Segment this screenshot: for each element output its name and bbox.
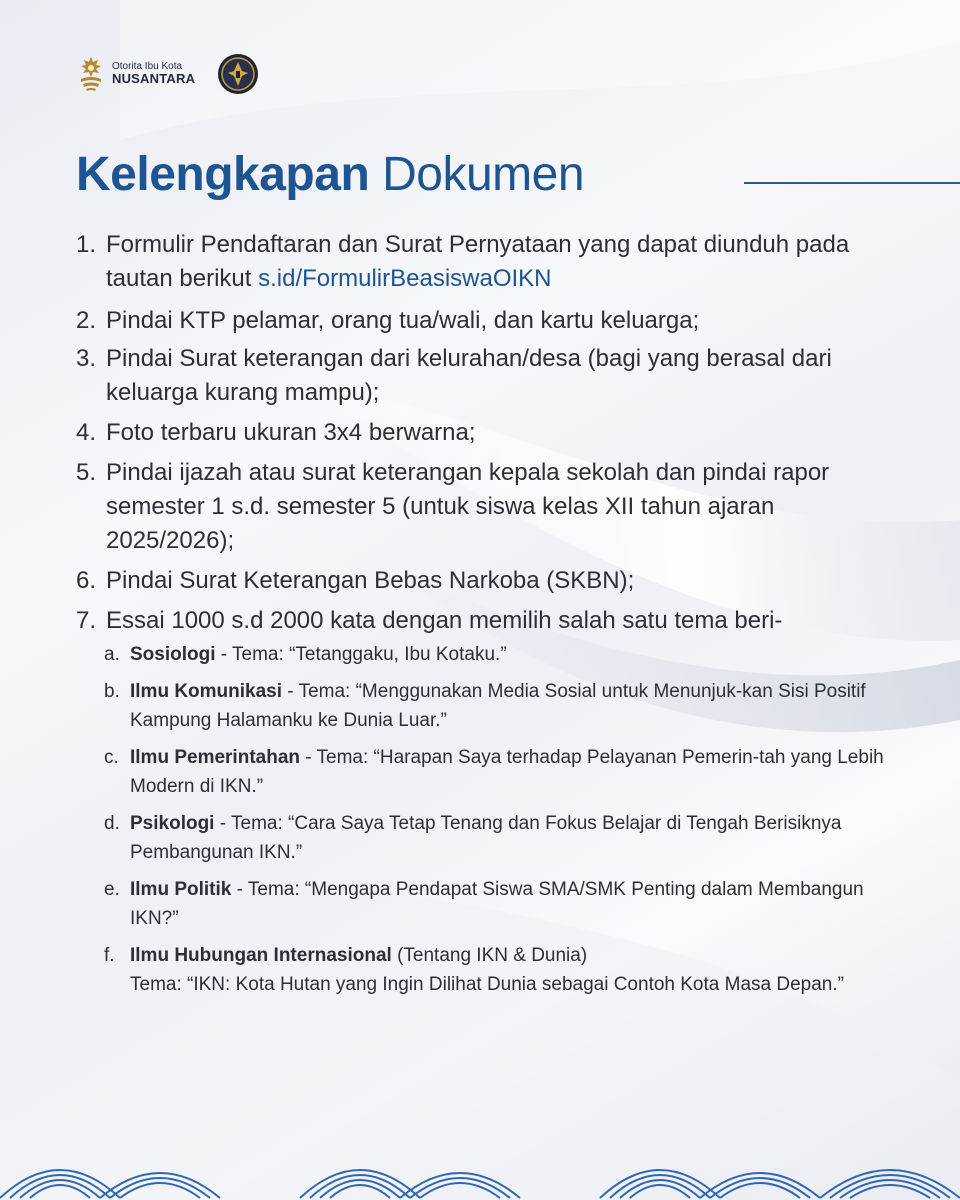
university-emblem-icon <box>217 53 259 95</box>
theme-letter: e. <box>104 879 120 900</box>
theme-field: Psikologi <box>130 813 215 834</box>
header <box>76 52 259 96</box>
essay-theme-item <box>104 809 888 867</box>
form-link[interactable]: s.id/FormulirBeasiswaOIKN <box>258 265 552 292</box>
page-title <box>76 140 886 210</box>
theme-letter: a. <box>104 644 120 665</box>
list-item <box>76 604 888 638</box>
list-item <box>76 416 888 450</box>
document-list <box>76 228 888 999</box>
list-item <box>76 456 888 558</box>
item-number: 4. <box>76 419 97 446</box>
item-number: 1. <box>76 231 97 258</box>
theme-text: - Tema: “Tetanggaku, Ibu Kotaku.” <box>215 644 507 665</box>
theme-text: - Tema: “Mengapa Pendapat Siswa SMA/SMK Penting dalam Membangun IKN?” <box>130 879 864 929</box>
theme-text: (Tentang IKN & Dunia) <box>391 945 588 966</box>
item-text: Foto terbaru ukuran 3x4 berwarna; <box>106 419 476 446</box>
essay-theme-item <box>104 640 888 669</box>
item-number: 2. <box>76 307 97 334</box>
title-divider <box>744 182 960 184</box>
item-text: Pindai Surat Keterangan Bebas Narkoba (SKBN); <box>106 567 635 594</box>
item-text: Pindai Surat keterangan dari kelurahan/desa (bagi yang berasal dari keluarga kurang mampu); <box>106 345 832 406</box>
theme-field: Ilmu Komunikasi <box>130 681 283 702</box>
item-number: 3. <box>76 345 97 372</box>
org-name-line2: NUSANTARA <box>112 71 196 87</box>
theme-letter: c. <box>104 747 119 768</box>
list-item <box>76 304 888 338</box>
item-number: 6. <box>76 567 97 594</box>
essay-theme-item <box>104 875 888 933</box>
oikn-logo <box>76 55 195 93</box>
list-item <box>76 342 888 410</box>
item-text: Pindai ijazah atau surat keterangan kepala sekolah dan pindai rapor semester 1 s.d. semester 5 (untuk siswa kelas XII tahun ajaran 2025/2026); <box>106 459 830 554</box>
item-number: 5. <box>76 459 97 486</box>
theme-field: Sosiologi <box>130 644 216 665</box>
essay-theme-item <box>104 941 888 999</box>
theme-field: Ilmu Hubungan Internasional <box>130 945 392 966</box>
oikn-logo-icon <box>76 55 106 93</box>
title-light: Dokumen <box>382 148 585 201</box>
theme-text: - Tema: “Menggunakan Media Sosial untuk Menunjuk-kan Sisi Positif Kampung Halamanku ke Dunia Luar.” <box>130 681 866 731</box>
org-name-line1: Otorita Ibu Kota <box>112 60 183 72</box>
item-text: Essai 1000 s.d 2000 kata dengan memilih salah satu tema beri- <box>106 607 783 634</box>
item-number: 7. <box>76 607 97 634</box>
theme-field: Ilmu Politik <box>130 879 232 900</box>
essay-theme-item <box>104 677 888 735</box>
list-item <box>76 228 888 296</box>
title-row <box>76 140 886 210</box>
theme-text: - Tema: “Cara Saya Tetap Tenang dan Fokus Belajar di Tengah Berisiknya Pembangunan IKN.” <box>130 813 842 863</box>
theme-letter: d. <box>104 813 120 834</box>
list-item <box>76 564 888 598</box>
theme-letter: f. <box>104 945 115 966</box>
theme-letter: b. <box>104 681 120 702</box>
theme-field: Ilmu Pemerintahan <box>130 747 300 768</box>
wave-pattern-footer <box>0 1148 960 1200</box>
title-bold: Kelengkapan <box>76 148 370 201</box>
item-text: Formulir Pendaftaran dan Surat Pernyataan yang dapat diunduh pada tautan berikut <box>106 231 850 292</box>
theme-text-line2: Tema: “IKN: Kota Hutan yang Ingin Dilihat Dunia sebagai Contoh Kota Masa Depan.” <box>130 974 844 995</box>
item-text: Pindai KTP pelamar, orang tua/wali, dan kartu keluarga; <box>106 307 700 334</box>
theme-text: - Tema: “Harapan Saya terhadap Pelayanan Pemerin-tah yang Lebih Modern di IKN.” <box>130 747 884 797</box>
essay-theme-item <box>104 743 888 801</box>
